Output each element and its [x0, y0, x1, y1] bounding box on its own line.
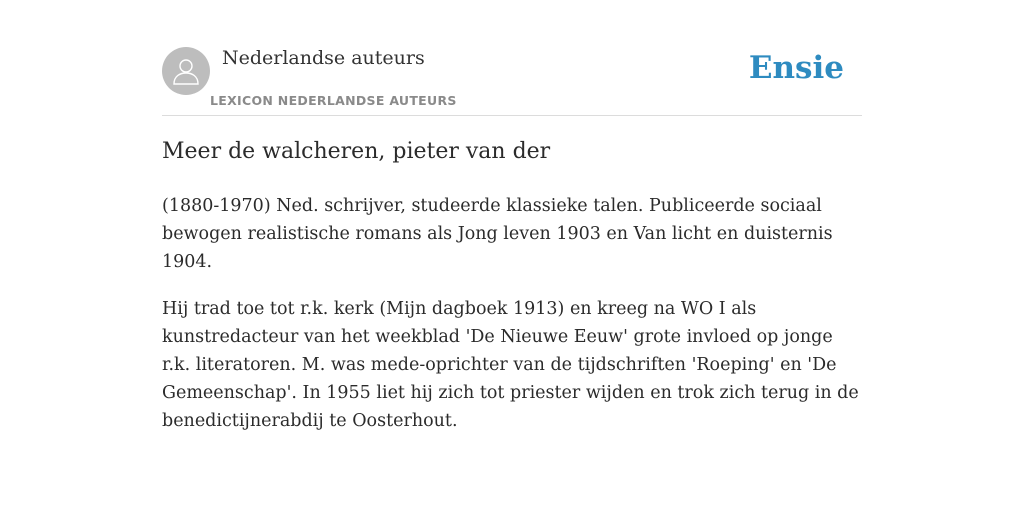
author-name-link[interactable]: Nederlandse auteurs: [222, 47, 425, 69]
article-header: [162, 0, 862, 116]
article-paragraph: (1880-1970) Ned. schrijver, studeerde klassieke talen. Publiceerde sociaal bewogen realistische romans als Jong leven 1903 en Van licht en duisternis 1904.: [162, 196, 833, 272]
article-paragraph: Hij trad toe tot r.k. kerk (Mijn dagboek 1913) en kreeg na WO I als kunstredacteur van het weekblad 'De Nieuwe Eeuw' grote invloed op jonge r.k. literatoren. M. was mede-oprichter van de tijdschriften 'Roeping' en 'De Gemeenschap'. In 1955 liet hij zich tot priester wijden en trok zich terug in de benedictijnerabdij te Oosterhout.: [162, 299, 859, 431]
user-icon: [171, 56, 201, 86]
author-avatar[interactable]: [162, 47, 210, 95]
ensie-logo[interactable]: Ensie: [748, 50, 844, 86]
article-body: [162, 192, 862, 454]
lexicon-subtitle-link[interactable]: LEXICON NEDERLANDSE AUTEURS: [210, 93, 457, 108]
page-container: [162, 0, 862, 431]
article-title: Meer de walcheren, pieter van der: [162, 139, 551, 164]
